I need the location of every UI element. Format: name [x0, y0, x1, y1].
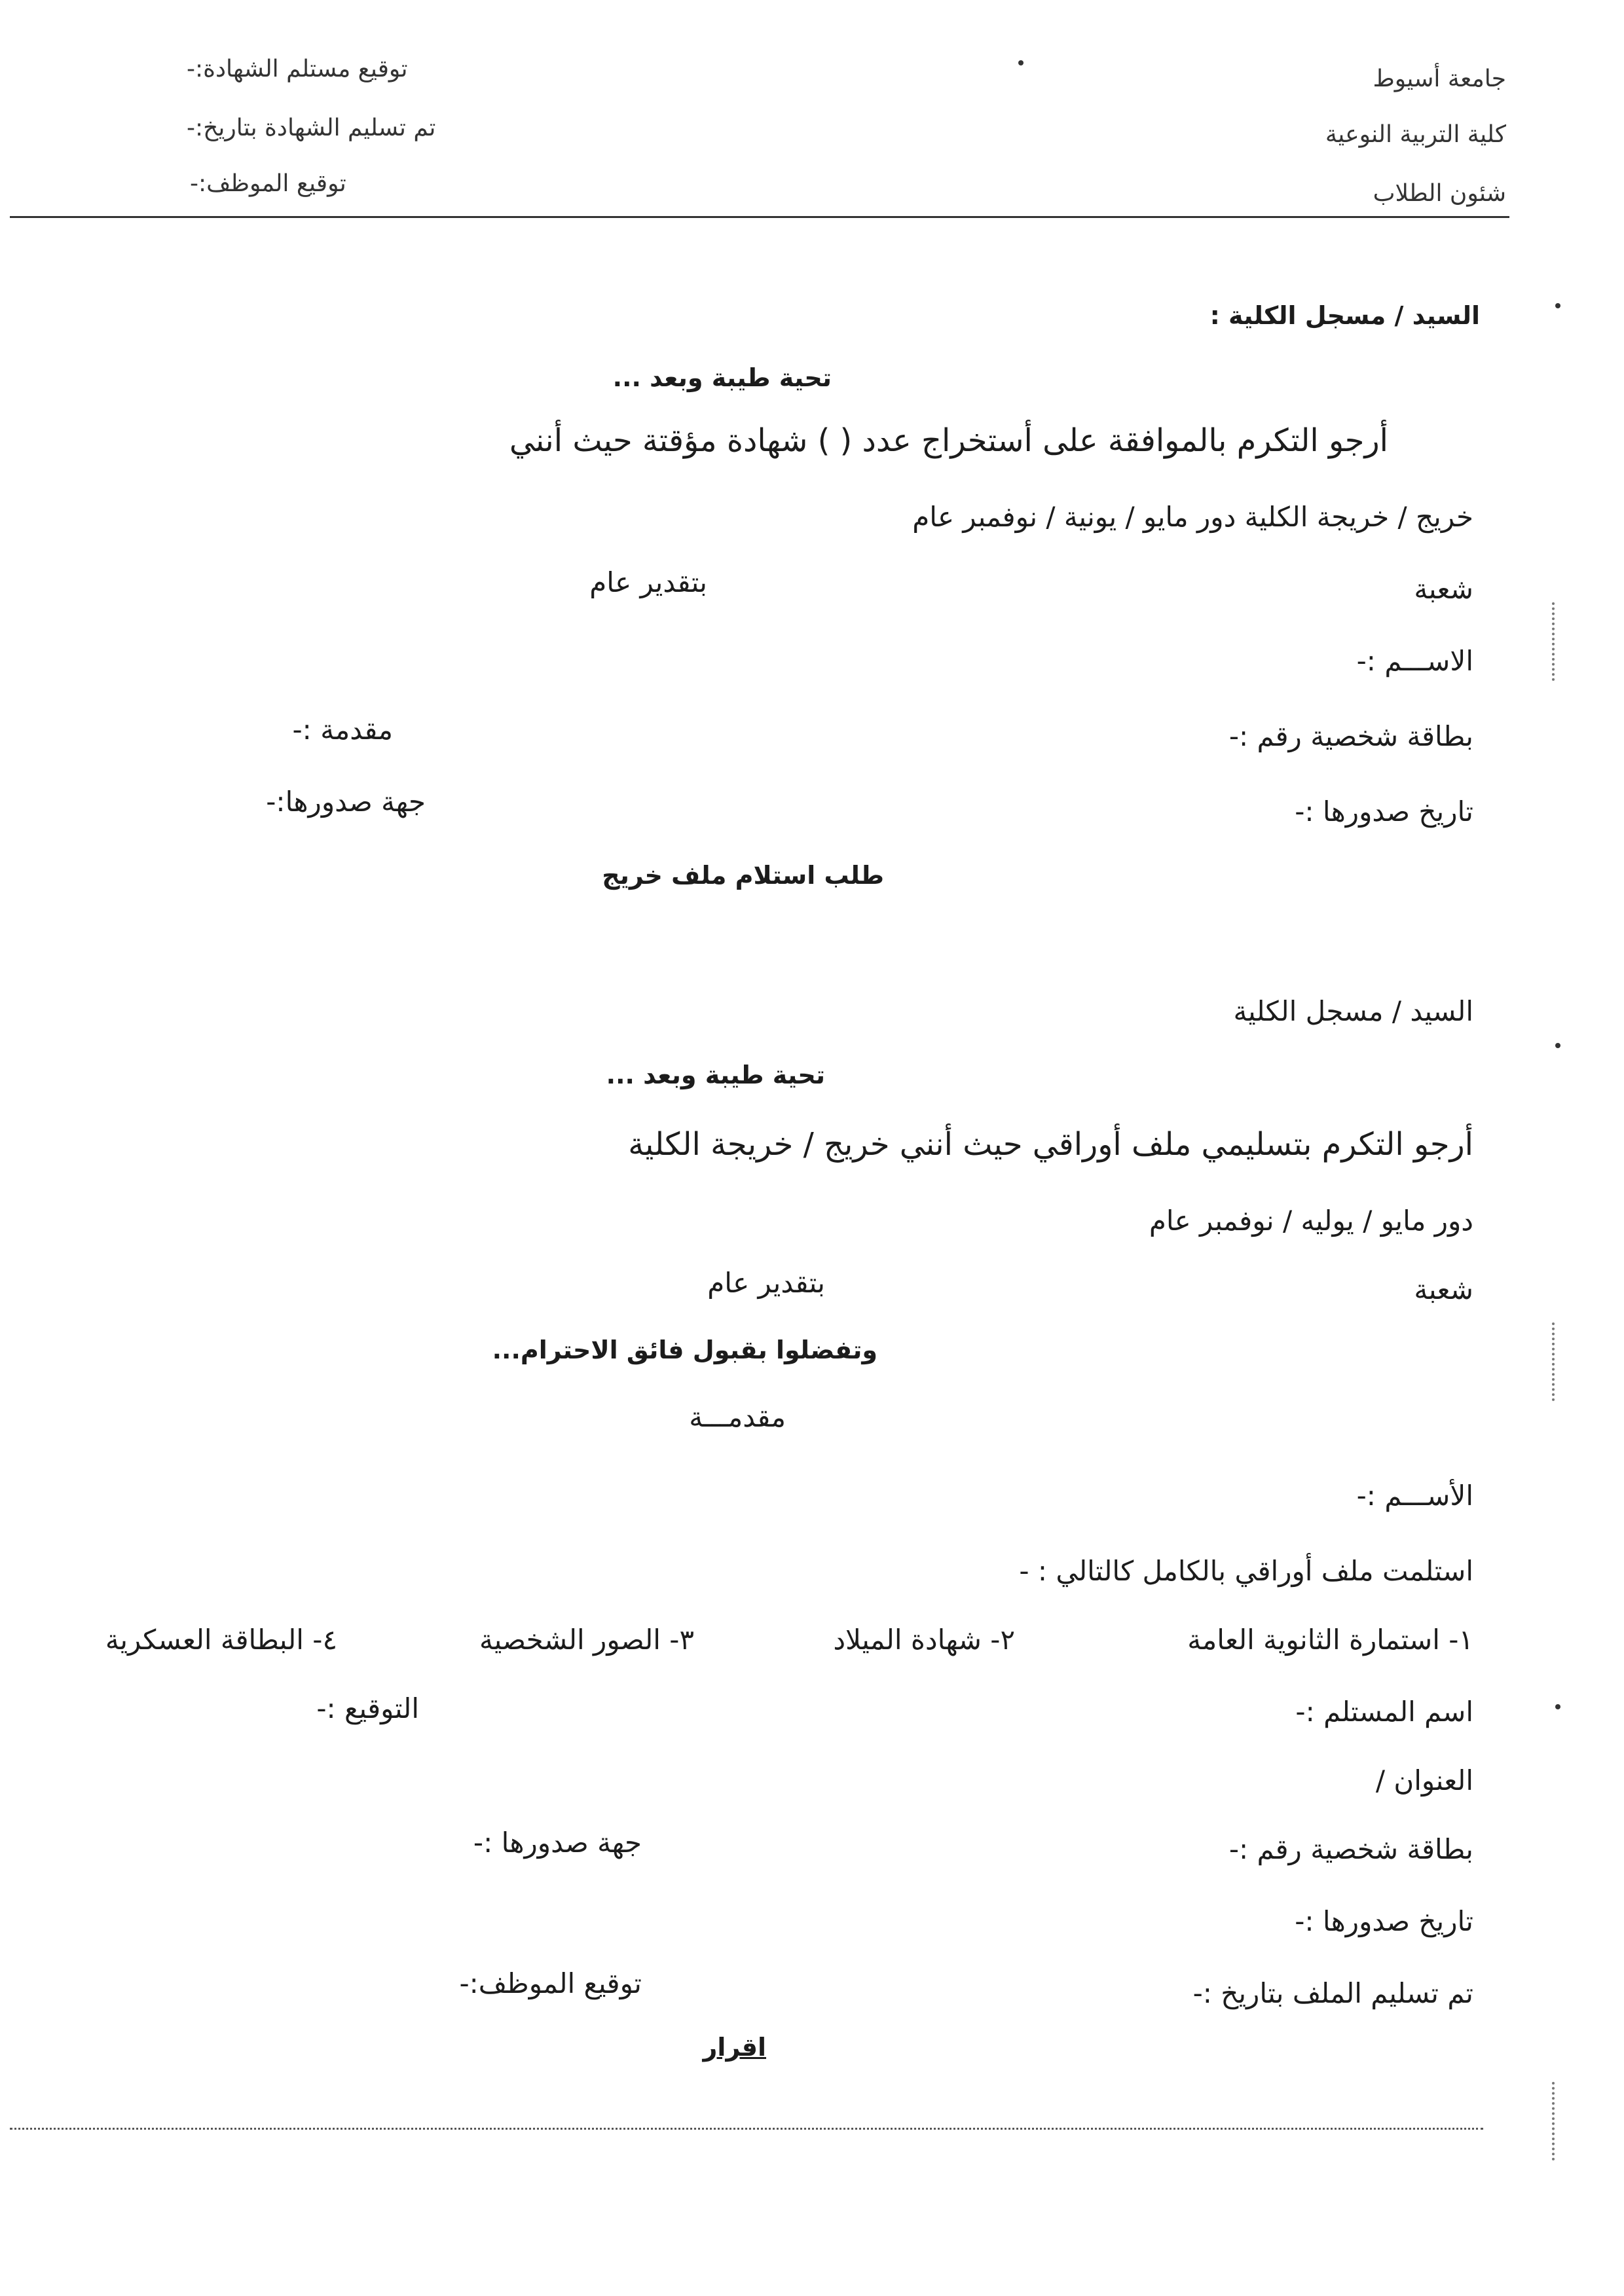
form1-graduate-line: خريج / خريجة الكلية دور مايو / يونية / نوفمبر عام — [912, 501, 1473, 533]
form2-declaration-title: اقرار — [703, 2033, 766, 2062]
form1-applicant-label: مقدمة :- — [292, 714, 393, 746]
form1-id-card-label: بطاقة شخصية رقم :- — [1228, 720, 1473, 752]
form1-request-text: أرجو التكرم بالموافقة على أستخراج عدد ( ) شهادة مؤقتة حيث أنني — [509, 422, 1388, 459]
form2-item-military-card: ٤- البطاقة العسكرية — [105, 1624, 337, 1656]
form1-name-label: الاســـم :- — [1356, 645, 1473, 677]
header-divider — [10, 216, 1509, 218]
faculty-name: كلية التربية النوعية — [1325, 121, 1506, 148]
form2-name-label: الأســـم :- — [1356, 1480, 1473, 1512]
form2-delivered-date-label: تم تسليم الملف بتاريخ :- — [1192, 1977, 1473, 2009]
form2-greeting: تحية طيبة وبعد ... — [606, 1061, 825, 1089]
form2-addressee: السيد / مسجل الكلية — [1233, 995, 1473, 1027]
form2-item-personal-photos: ٣- الصور الشخصية — [479, 1624, 694, 1656]
form1-greeting: تحية طيبة وبعد ... — [612, 363, 832, 392]
department-name: شئون الطلاب — [1373, 180, 1506, 207]
form1-grade-label: بتقدير عام — [589, 566, 707, 598]
scan-margin-dots — [1552, 2082, 1555, 2160]
scan-speck — [1555, 303, 1560, 308]
scan-speck — [1555, 1043, 1560, 1048]
form1-addressee: السيد / مسجل الكلية : — [1209, 301, 1480, 330]
employee-signature-label: توقيع الموظف:- — [190, 170, 346, 197]
form2-applicant-label: مقدمـــة — [689, 1401, 786, 1433]
form2-issuer-label: جهة صدورها :- — [473, 1827, 642, 1859]
form2-branch-label: شعبة — [1414, 1273, 1473, 1305]
form2-address-label: العنوان / — [1375, 1764, 1473, 1796]
bottom-dotted-divider — [10, 2128, 1483, 2130]
form2-employee-signature-label: توقيع الموظف:- — [459, 1967, 642, 1999]
university-name: جامعة أسيوط — [1373, 65, 1506, 92]
scan-margin-dots — [1552, 1322, 1555, 1401]
form2-item-birth-certificate: ٢- شهادة الميلاد — [833, 1624, 1015, 1656]
form2-closing: وتفضلوا بقبول فائق الاحترام... — [492, 1336, 877, 1364]
form2-issue-date-label: تاريخ صدورها :- — [1295, 1905, 1473, 1937]
form2-item-secondary-form: ١- استمارة الثانوية العامة — [1187, 1624, 1473, 1656]
form2-session-line: دور مايو / يوليه / نوفمبر عام — [1149, 1205, 1473, 1237]
form2-request-text: أرجو التكرم بتسليمي ملف أوراقي حيث أنني خريج / خريجة الكلية — [628, 1126, 1473, 1163]
certificate-delivered-date-label: تم تسليم الشهادة بتاريخ:- — [187, 115, 436, 141]
form1-issuer-label: جهة صدورها:- — [266, 786, 426, 818]
scan-margin-dots — [1552, 602, 1555, 681]
scan-speck — [1555, 1704, 1560, 1709]
form2-recipient-name-label: اسم المستلم :- — [1295, 1696, 1473, 1728]
certificate-recipient-signature-label: توقيع مستلم الشهادة:- — [187, 56, 408, 82]
form2-id-card-label: بطاقة شخصية رقم :- — [1228, 1833, 1473, 1865]
form2-signature-label: التوقيع :- — [316, 1692, 419, 1724]
form1-branch-label: شعبة — [1414, 573, 1473, 605]
form2-received-line: استلمت ملف أوراقي بالكامل كالتالي : - — [1019, 1555, 1473, 1587]
form1-issue-date-label: تاريخ صدورها :- — [1295, 795, 1473, 828]
form2-grade-label: بتقدير عام — [707, 1267, 825, 1299]
form1-title: طلب استلام ملف خريج — [602, 861, 884, 890]
scan-speck — [1018, 60, 1024, 65]
